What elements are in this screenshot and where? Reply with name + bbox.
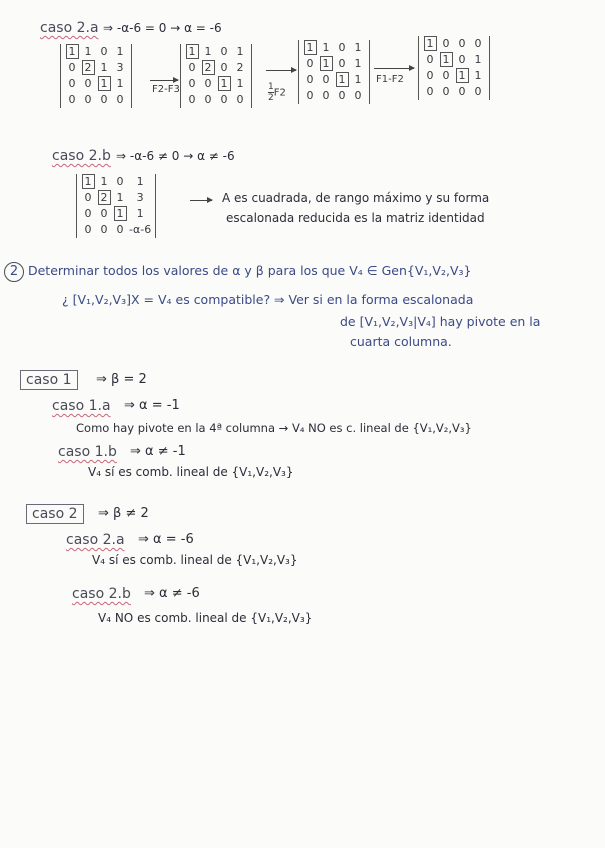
matrix-cell: 1: [322, 41, 330, 54]
matrix-cell: 1: [474, 53, 482, 66]
matrix-row: [422, 84, 486, 100]
matrix-cell: 0: [322, 73, 330, 86]
matrix-cell: 1: [216, 76, 232, 92]
matrix-cell: 1: [204, 45, 212, 58]
matrix-cell: 1: [438, 52, 454, 68]
matrix-cell: 0: [100, 45, 108, 58]
matrix-cell: 0: [116, 93, 124, 106]
matrix-row: [64, 76, 128, 92]
matrix-2a-2: [180, 44, 252, 108]
matrix-cell: 0: [100, 223, 108, 236]
question-2-line1: [4, 262, 471, 282]
matrix-cell: 0: [84, 77, 92, 90]
matrix-cell: 0: [306, 73, 314, 86]
matrix-cell: 3: [136, 191, 144, 204]
matrix-cell: 1: [184, 44, 200, 60]
caso-2a-sub-text: V₄ sí es comb. lineal de {V₁,V₂,V₃}: [92, 553, 298, 567]
matrix-cell: 1: [116, 191, 124, 204]
matrix-row: [302, 56, 366, 72]
row-op-half-f2: $\frac{1}{2}F2$: [268, 82, 286, 103]
caso-1b-equation: ⇒ α ≠ -1: [130, 444, 186, 459]
matrix-cell: 0: [220, 93, 228, 106]
matrix-cell: 2: [200, 60, 216, 76]
caso-2a-title: caso 2.a: [40, 20, 99, 36]
matrix-cell: 0: [68, 93, 76, 106]
row-op-f1-f2: F1-F2: [376, 74, 404, 85]
matrix-2b: [76, 174, 156, 238]
matrix-cell: 1: [354, 73, 362, 86]
matrix-cell: 0: [338, 89, 346, 102]
matrix-cell: 2: [96, 190, 112, 206]
matrix-cell: 0: [84, 207, 92, 220]
matrix-cell: 0: [188, 93, 196, 106]
matrix-cell: 1: [334, 72, 350, 88]
matrix-cell: 1: [100, 61, 108, 74]
matrix-row: [64, 44, 128, 60]
caso-1b-text: V₄ sí es comb. lineal de {V₁,V₂,V₃}: [88, 465, 294, 479]
matrix-cell: 3: [116, 61, 124, 74]
matrix-cell: 0: [116, 175, 124, 188]
matrix-row: [422, 36, 486, 52]
caso-2a-equation: ⇒ -α-6 = 0 → α = -6: [103, 21, 222, 35]
matrix-cell: 1: [136, 207, 144, 220]
matrix-cell: 0: [426, 85, 434, 98]
matrix-cell: 0: [458, 37, 466, 50]
matrix-row: [422, 52, 486, 68]
matrix-row: [302, 40, 366, 56]
matrix-cell: 0: [220, 61, 228, 74]
question-number-badge: 2: [4, 262, 24, 282]
matrix-cell: 0: [426, 69, 434, 82]
matrix-cell: 1: [100, 175, 108, 188]
caso-2b-title: caso 2.b: [52, 148, 111, 164]
matrix-row: [302, 72, 366, 88]
matrix-row: [80, 206, 152, 222]
matrix-cell: 0: [220, 45, 228, 58]
matrix-cell: 1: [136, 175, 144, 188]
matrix-row: [80, 222, 152, 238]
matrix-cell: 0: [84, 191, 92, 204]
matrix-cell: 0: [442, 69, 450, 82]
matrix-row: [80, 174, 152, 190]
matrix-cell: 0: [188, 61, 196, 74]
caso-1b-title: caso 1.b: [58, 444, 117, 460]
matrix-row: [184, 60, 248, 76]
matrix-cell: 1: [112, 206, 128, 222]
matrix-cell: 1: [474, 69, 482, 82]
caso-2b-sub-title: caso 2.b: [72, 586, 131, 602]
matrix-2a-1: [60, 44, 132, 108]
matrix-cell: 1: [354, 57, 362, 70]
matrix-cell: 1: [236, 45, 244, 58]
matrix-cell: 0: [442, 37, 450, 50]
caso-2b-sub-text: V₄ NO es comb. lineal de {V₁,V₂,V₃}: [98, 611, 313, 625]
question-2-line3: de [V₁,V₂,V₃|V₄] hay pivote en la: [340, 314, 541, 329]
caso-2b-sub-equation: ⇒ α ≠ -6: [144, 586, 200, 601]
caso-2-equation: ⇒ β ≠ 2: [98, 506, 149, 521]
matrix-cell: 1: [454, 68, 470, 84]
matrix-cell: 0: [236, 93, 244, 106]
matrix-2a-4: [418, 36, 490, 100]
caso-2a-sub-equation: ⇒ α = -6: [138, 532, 194, 547]
caso-2a-sub-title: caso 2.a: [66, 532, 125, 548]
matrix-row: [64, 60, 128, 76]
matrix-cell: 0: [322, 89, 330, 102]
question-2-text: Determinar todos los valores de α y β para los que V₄ ∈ Gen{V₁,V₂,V₃}: [27, 263, 472, 278]
matrix-cell: 1: [84, 45, 92, 58]
matrix-cell: 1: [354, 41, 362, 54]
matrix-cell: 0: [354, 89, 362, 102]
matrix-cell: 0: [100, 93, 108, 106]
caso-1a-text: Como hay pivote en la 4ª columna → V₄ NO es c. lineal de {V₁,V₂,V₃}: [76, 421, 472, 435]
matrix-row: [184, 76, 248, 92]
matrix-cell: 0: [100, 207, 108, 220]
matrix-cell: 0: [84, 223, 92, 236]
caso-1a-equation: ⇒ α = -1: [124, 398, 180, 413]
matrix-row: [184, 92, 248, 108]
matrix-cell: 0: [426, 53, 434, 66]
matrix-cell: 0: [116, 223, 124, 236]
matrix-cell: 0: [306, 89, 314, 102]
matrix-cell: 1: [64, 44, 80, 60]
matrix-cell: 1: [96, 76, 112, 92]
matrix-row: [302, 88, 366, 104]
arrow-2: [266, 70, 296, 71]
matrix-2a-3: [298, 40, 370, 104]
question-2-line2: ¿ [V₁,V₂,V₃]X = V₄ es compatible? ⇒ Ver si en la forma escalonada: [62, 292, 474, 307]
caso-2-title: caso 2: [26, 504, 84, 524]
arrow-3: [374, 68, 414, 69]
matrix-cell: 0: [84, 93, 92, 106]
caso-1-title: caso 1: [20, 370, 78, 390]
note-2b-line1: A es cuadrada, de rango máximo y su forma: [222, 191, 490, 205]
matrix-cell: 0: [188, 77, 196, 90]
matrix-row: [80, 190, 152, 206]
row-op-f2-f3: F2-F3: [152, 84, 180, 95]
matrix-row: [184, 44, 248, 60]
arrow-2b: [190, 200, 212, 201]
matrix-cell: 0: [68, 77, 76, 90]
caso-1a-title: caso 1.a: [52, 398, 111, 414]
matrix-cell: -α-6: [129, 223, 152, 236]
caso-1-equation: ⇒ β = 2: [96, 372, 147, 387]
matrix-cell: 1: [302, 40, 318, 56]
matrix-cell: 0: [474, 37, 482, 50]
matrix-row: [64, 92, 128, 108]
matrix-cell: 1: [318, 56, 334, 72]
matrix-cell: 1: [80, 174, 96, 190]
matrix-cell: 0: [474, 85, 482, 98]
matrix-cell: 0: [68, 61, 76, 74]
matrix-cell: 0: [306, 57, 314, 70]
matrix-cell: 0: [338, 41, 346, 54]
matrix-cell: 1: [116, 77, 124, 90]
matrix-cell: 0: [204, 77, 212, 90]
matrix-cell: 0: [338, 57, 346, 70]
matrix-cell: 0: [204, 93, 212, 106]
matrix-cell: 2: [80, 60, 96, 76]
matrix-cell: 1: [422, 36, 438, 52]
matrix-cell: 1: [116, 45, 124, 58]
matrix-cell: 0: [442, 85, 450, 98]
matrix-cell: 0: [458, 53, 466, 66]
caso-2b-equation: ⇒ -α-6 ≠ 0 → α ≠ -6: [116, 149, 235, 163]
matrix-cell: 2: [236, 61, 244, 74]
matrix-cell: 1: [236, 77, 244, 90]
note-2b-line2: escalonada reducida es la matriz identidad: [226, 211, 485, 225]
arrow-1: [150, 80, 178, 81]
matrix-row: [422, 68, 486, 84]
matrix-cell: 0: [458, 85, 466, 98]
question-2-line4: cuarta columna.: [350, 334, 452, 349]
